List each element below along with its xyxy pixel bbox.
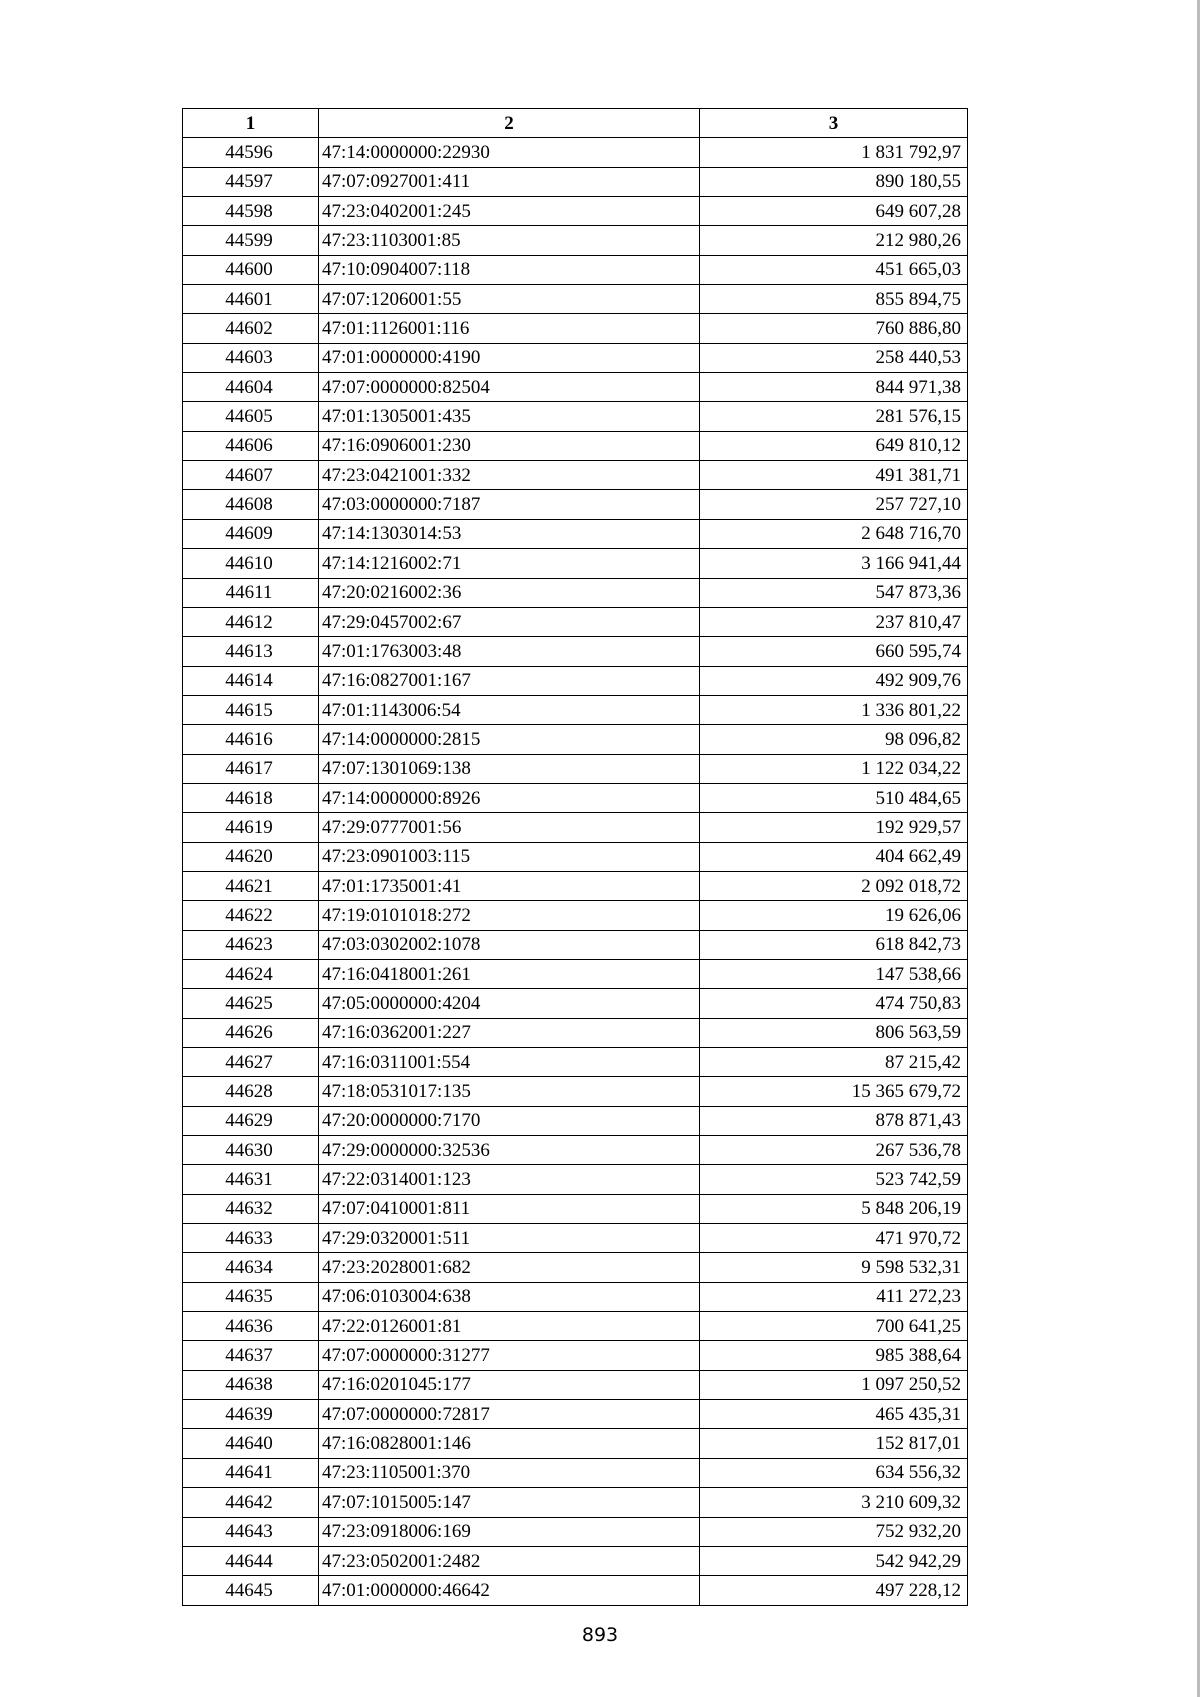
cadastral-value: 147 538,66 bbox=[700, 959, 968, 988]
cadastral-value: 649 607,28 bbox=[700, 197, 968, 226]
cadastral-number: 47:07:0927001:411 bbox=[319, 167, 700, 196]
cadastral-value: 87 215,42 bbox=[700, 1048, 968, 1077]
cadastral-value: 634 556,32 bbox=[700, 1458, 968, 1487]
row-number: 44621 bbox=[183, 871, 319, 900]
cadastral-number: 47:23:1105001:370 bbox=[319, 1458, 700, 1487]
row-number: 44632 bbox=[183, 1194, 319, 1223]
cadastral-number: 47:16:0201045:177 bbox=[319, 1370, 700, 1399]
table-row bbox=[183, 1224, 968, 1253]
table-row bbox=[183, 1341, 968, 1370]
row-number: 44636 bbox=[183, 1312, 319, 1341]
row-number: 44639 bbox=[183, 1400, 319, 1429]
table-row bbox=[183, 901, 968, 930]
row-number: 44626 bbox=[183, 1018, 319, 1047]
table-row bbox=[183, 373, 968, 402]
cadastral-number: 47:16:0311001:554 bbox=[319, 1048, 700, 1077]
table-row bbox=[183, 695, 968, 724]
cadastral-value: 3 166 941,44 bbox=[700, 549, 968, 578]
cadastral-number: 47:16:0362001:227 bbox=[319, 1018, 700, 1047]
cadastral-number: 47:07:0000000:82504 bbox=[319, 373, 700, 402]
cadastral-value: 471 970,72 bbox=[700, 1224, 968, 1253]
cadastral-value: 878 871,43 bbox=[700, 1106, 968, 1135]
cadastral-number: 47:16:0828001:146 bbox=[319, 1429, 700, 1458]
row-number: 44620 bbox=[183, 842, 319, 871]
cadastral-value: 15 365 679,72 bbox=[700, 1077, 968, 1106]
row-number: 44604 bbox=[183, 373, 319, 402]
row-number: 44598 bbox=[183, 197, 319, 226]
cadastral-value: 855 894,75 bbox=[700, 285, 968, 314]
cadastral-number: 47:18:0531017:135 bbox=[319, 1077, 700, 1106]
cadastral-value: 752 932,20 bbox=[700, 1517, 968, 1546]
table-row bbox=[183, 226, 968, 255]
cadastral-number: 47:16:0827001:167 bbox=[319, 666, 700, 695]
cadastral-number: 47:10:0904007:118 bbox=[319, 255, 700, 284]
row-number: 44631 bbox=[183, 1165, 319, 1194]
cadastral-number: 47:01:0000000:46642 bbox=[319, 1576, 700, 1605]
cadastral-value: 3 210 609,32 bbox=[700, 1488, 968, 1517]
cadastral-value: 5 848 206,19 bbox=[700, 1194, 968, 1223]
cadastral-number: 47:29:0320001:511 bbox=[319, 1224, 700, 1253]
table-row bbox=[183, 167, 968, 196]
table-row bbox=[183, 1370, 968, 1399]
row-number: 44641 bbox=[183, 1458, 319, 1487]
table-row bbox=[183, 519, 968, 548]
table-row bbox=[183, 1106, 968, 1135]
row-number: 44642 bbox=[183, 1488, 319, 1517]
cadastral-value: 649 810,12 bbox=[700, 431, 968, 460]
cadastral-number: 47:23:0901003:115 bbox=[319, 842, 700, 871]
cadastral-number: 47:01:1126001:116 bbox=[319, 314, 700, 343]
cadastral-value: 98 096,82 bbox=[700, 725, 968, 754]
table-header bbox=[183, 109, 968, 138]
table-row bbox=[183, 871, 968, 900]
row-number: 44645 bbox=[183, 1576, 319, 1605]
table-row bbox=[183, 1194, 968, 1223]
cadastral-value: 2 648 716,70 bbox=[700, 519, 968, 548]
table-row bbox=[183, 725, 968, 754]
table-row bbox=[183, 1253, 968, 1282]
cadastral-number: 47:29:0000000:32536 bbox=[319, 1136, 700, 1165]
cadastral-number: 47:22:0126001:81 bbox=[319, 1312, 700, 1341]
cadastral-number: 47:01:1763003:48 bbox=[319, 637, 700, 666]
cadastral-number: 47:01:0000000:4190 bbox=[319, 343, 700, 372]
table-row bbox=[183, 637, 968, 666]
table-row bbox=[183, 754, 968, 783]
row-number: 44628 bbox=[183, 1077, 319, 1106]
cadastral-value: 474 750,83 bbox=[700, 989, 968, 1018]
cadastral-number: 47:14:0000000:22930 bbox=[319, 138, 700, 167]
table-row bbox=[183, 578, 968, 607]
row-number: 44613 bbox=[183, 637, 319, 666]
row-number: 44634 bbox=[183, 1253, 319, 1282]
row-number: 44643 bbox=[183, 1517, 319, 1546]
cadastral-value: 492 909,76 bbox=[700, 666, 968, 695]
cadastral-value: 491 381,71 bbox=[700, 461, 968, 490]
row-number: 44610 bbox=[183, 549, 319, 578]
row-number: 44630 bbox=[183, 1136, 319, 1165]
cadastral-value: 267 536,78 bbox=[700, 1136, 968, 1165]
row-number: 44602 bbox=[183, 314, 319, 343]
row-number: 44599 bbox=[183, 226, 319, 255]
row-number: 44606 bbox=[183, 431, 319, 460]
table-row bbox=[183, 461, 968, 490]
cadastral-number: 47:22:0314001:123 bbox=[319, 1165, 700, 1194]
cadastral-value: 1 122 034,22 bbox=[700, 754, 968, 783]
header-col-1: 1 bbox=[183, 109, 319, 138]
cadastral-number: 47:23:0402001:245 bbox=[319, 197, 700, 226]
row-number: 44603 bbox=[183, 343, 319, 372]
cadastral-value: 890 180,55 bbox=[700, 167, 968, 196]
cadastral-number: 47:19:0101018:272 bbox=[319, 901, 700, 930]
cadastral-value: 700 641,25 bbox=[700, 1312, 968, 1341]
table-row bbox=[183, 1165, 968, 1194]
cadastral-number: 47:03:0302002:1078 bbox=[319, 930, 700, 959]
cadastral-value: 237 810,47 bbox=[700, 607, 968, 636]
cadastral-number: 47:16:0418001:261 bbox=[319, 959, 700, 988]
cadastral-value: 523 742,59 bbox=[700, 1165, 968, 1194]
cadastral-number: 47:29:0457002:67 bbox=[319, 607, 700, 636]
table-row bbox=[183, 431, 968, 460]
cadastral-value: 451 665,03 bbox=[700, 255, 968, 284]
cadastral-number: 47:07:0000000:72817 bbox=[319, 1400, 700, 1429]
cadastral-number: 47:05:0000000:4204 bbox=[319, 989, 700, 1018]
cadastral-number: 47:07:1301069:138 bbox=[319, 754, 700, 783]
cadastral-value: 258 440,53 bbox=[700, 343, 968, 372]
row-number: 44618 bbox=[183, 783, 319, 812]
table-row bbox=[183, 1488, 968, 1517]
table-row bbox=[183, 1546, 968, 1575]
cadastral-value: 760 886,80 bbox=[700, 314, 968, 343]
table-row bbox=[183, 959, 968, 988]
cadastral-number: 47:14:0000000:2815 bbox=[319, 725, 700, 754]
table-row bbox=[183, 490, 968, 519]
cadastral-value: 192 929,57 bbox=[700, 813, 968, 842]
cadastral-value: 404 662,49 bbox=[700, 842, 968, 871]
cadastral-number: 47:20:0216002:36 bbox=[319, 578, 700, 607]
cadastral-value: 1 831 792,97 bbox=[700, 138, 968, 167]
table-row bbox=[183, 989, 968, 1018]
cadastral-number: 47:14:1303014:53 bbox=[319, 519, 700, 548]
cadastral-value: 19 626,06 bbox=[700, 901, 968, 930]
row-number: 44597 bbox=[183, 167, 319, 196]
cadastral-number: 47:07:1206001:55 bbox=[319, 285, 700, 314]
cadastral-number: 47:07:0410001:811 bbox=[319, 1194, 700, 1223]
cadastral-number: 47:16:0906001:230 bbox=[319, 431, 700, 460]
cadastral-value: 257 727,10 bbox=[700, 490, 968, 519]
table-row bbox=[183, 666, 968, 695]
table-row bbox=[183, 1517, 968, 1546]
row-number: 44644 bbox=[183, 1546, 319, 1575]
table-row bbox=[183, 314, 968, 343]
cadastral-value: 542 942,29 bbox=[700, 1546, 968, 1575]
cadastral-number: 47:20:0000000:7170 bbox=[319, 1106, 700, 1135]
cadastral-number: 47:06:0103004:638 bbox=[319, 1282, 700, 1311]
table-row bbox=[183, 138, 968, 167]
row-number: 44616 bbox=[183, 725, 319, 754]
row-number: 44615 bbox=[183, 695, 319, 724]
table-row bbox=[183, 1458, 968, 1487]
row-number: 44601 bbox=[183, 285, 319, 314]
cadastral-number: 47:01:1143006:54 bbox=[319, 695, 700, 724]
cadastral-value: 1 097 250,52 bbox=[700, 1370, 968, 1399]
row-number: 44625 bbox=[183, 989, 319, 1018]
cadastral-number: 47:23:1103001:85 bbox=[319, 226, 700, 255]
cadastral-number: 47:07:0000000:31277 bbox=[319, 1341, 700, 1370]
table-row bbox=[183, 607, 968, 636]
row-number: 44609 bbox=[183, 519, 319, 548]
row-number: 44638 bbox=[183, 1370, 319, 1399]
row-number: 44622 bbox=[183, 901, 319, 930]
cadastral-value: 465 435,31 bbox=[700, 1400, 968, 1429]
table-row bbox=[183, 1312, 968, 1341]
row-number: 44623 bbox=[183, 930, 319, 959]
header-col-2: 2 bbox=[319, 109, 700, 138]
row-number: 44608 bbox=[183, 490, 319, 519]
table-row bbox=[183, 1282, 968, 1311]
cadastral-number: 47:23:2028001:682 bbox=[319, 1253, 700, 1282]
table-row bbox=[183, 783, 968, 812]
table-row bbox=[183, 343, 968, 372]
cadastral-number: 47:14:0000000:8926 bbox=[319, 783, 700, 812]
row-number: 44614 bbox=[183, 666, 319, 695]
row-number: 44635 bbox=[183, 1282, 319, 1311]
cadastral-value: 844 971,38 bbox=[700, 373, 968, 402]
table-row bbox=[183, 1576, 968, 1605]
cadastral-number: 47:14:1216002:71 bbox=[319, 549, 700, 578]
table-row bbox=[183, 1018, 968, 1047]
table-row bbox=[183, 813, 968, 842]
cadastral-value: 985 388,64 bbox=[700, 1341, 968, 1370]
row-number: 44607 bbox=[183, 461, 319, 490]
row-number: 44617 bbox=[183, 754, 319, 783]
row-number: 44640 bbox=[183, 1429, 319, 1458]
table-row bbox=[183, 1400, 968, 1429]
data-table bbox=[182, 108, 968, 1606]
cadastral-value: 510 484,65 bbox=[700, 783, 968, 812]
table-row bbox=[183, 1429, 968, 1458]
cadastral-value: 9 598 532,31 bbox=[700, 1253, 968, 1282]
row-number: 44605 bbox=[183, 402, 319, 431]
row-number: 44633 bbox=[183, 1224, 319, 1253]
cadastral-value: 281 576,15 bbox=[700, 402, 968, 431]
cadastral-value: 411 272,23 bbox=[700, 1282, 968, 1311]
cadastral-value: 618 842,73 bbox=[700, 930, 968, 959]
row-number: 44624 bbox=[183, 959, 319, 988]
cadastral-number: 47:23:0421001:332 bbox=[319, 461, 700, 490]
cadastral-value: 547 873,36 bbox=[700, 578, 968, 607]
table-row bbox=[183, 255, 968, 284]
page-number: 893 bbox=[581, 1624, 619, 1646]
cadastral-value: 1 336 801,22 bbox=[700, 695, 968, 724]
table-row bbox=[183, 842, 968, 871]
row-number: 44612 bbox=[183, 607, 319, 636]
table-row bbox=[183, 285, 968, 314]
row-number: 44629 bbox=[183, 1106, 319, 1135]
cadastral-number: 47:01:1305001:435 bbox=[319, 402, 700, 431]
row-number: 44596 bbox=[183, 138, 319, 167]
row-number: 44637 bbox=[183, 1341, 319, 1370]
cadastral-number: 47:23:0502001:2482 bbox=[319, 1546, 700, 1575]
table-row bbox=[183, 197, 968, 226]
cadastral-value: 212 980,26 bbox=[700, 226, 968, 255]
table-row bbox=[183, 1077, 968, 1106]
row-number: 44611 bbox=[183, 578, 319, 607]
cadastral-value: 660 595,74 bbox=[700, 637, 968, 666]
cadastral-number: 47:01:1735001:41 bbox=[319, 871, 700, 900]
cadastral-number: 47:29:0777001:56 bbox=[319, 813, 700, 842]
cadastral-value: 2 092 018,72 bbox=[700, 871, 968, 900]
cadastral-number: 47:23:0918006:169 bbox=[319, 1517, 700, 1546]
cadastral-number: 47:03:0000000:7187 bbox=[319, 490, 700, 519]
header-row bbox=[183, 109, 968, 138]
cadastral-value: 497 228,12 bbox=[700, 1576, 968, 1605]
header-col-3: 3 bbox=[700, 109, 968, 138]
table-row bbox=[183, 930, 968, 959]
row-number: 44600 bbox=[183, 255, 319, 284]
row-number: 44627 bbox=[183, 1048, 319, 1077]
table-row bbox=[183, 549, 968, 578]
table-row bbox=[183, 1136, 968, 1165]
table-body bbox=[183, 138, 968, 1605]
table-row bbox=[183, 1048, 968, 1077]
cadastral-value: 806 563,59 bbox=[700, 1018, 968, 1047]
cadastral-number: 47:07:1015005:147 bbox=[319, 1488, 700, 1517]
row-number: 44619 bbox=[183, 813, 319, 842]
cadastral-value: 152 817,01 bbox=[700, 1429, 968, 1458]
table-row bbox=[183, 402, 968, 431]
